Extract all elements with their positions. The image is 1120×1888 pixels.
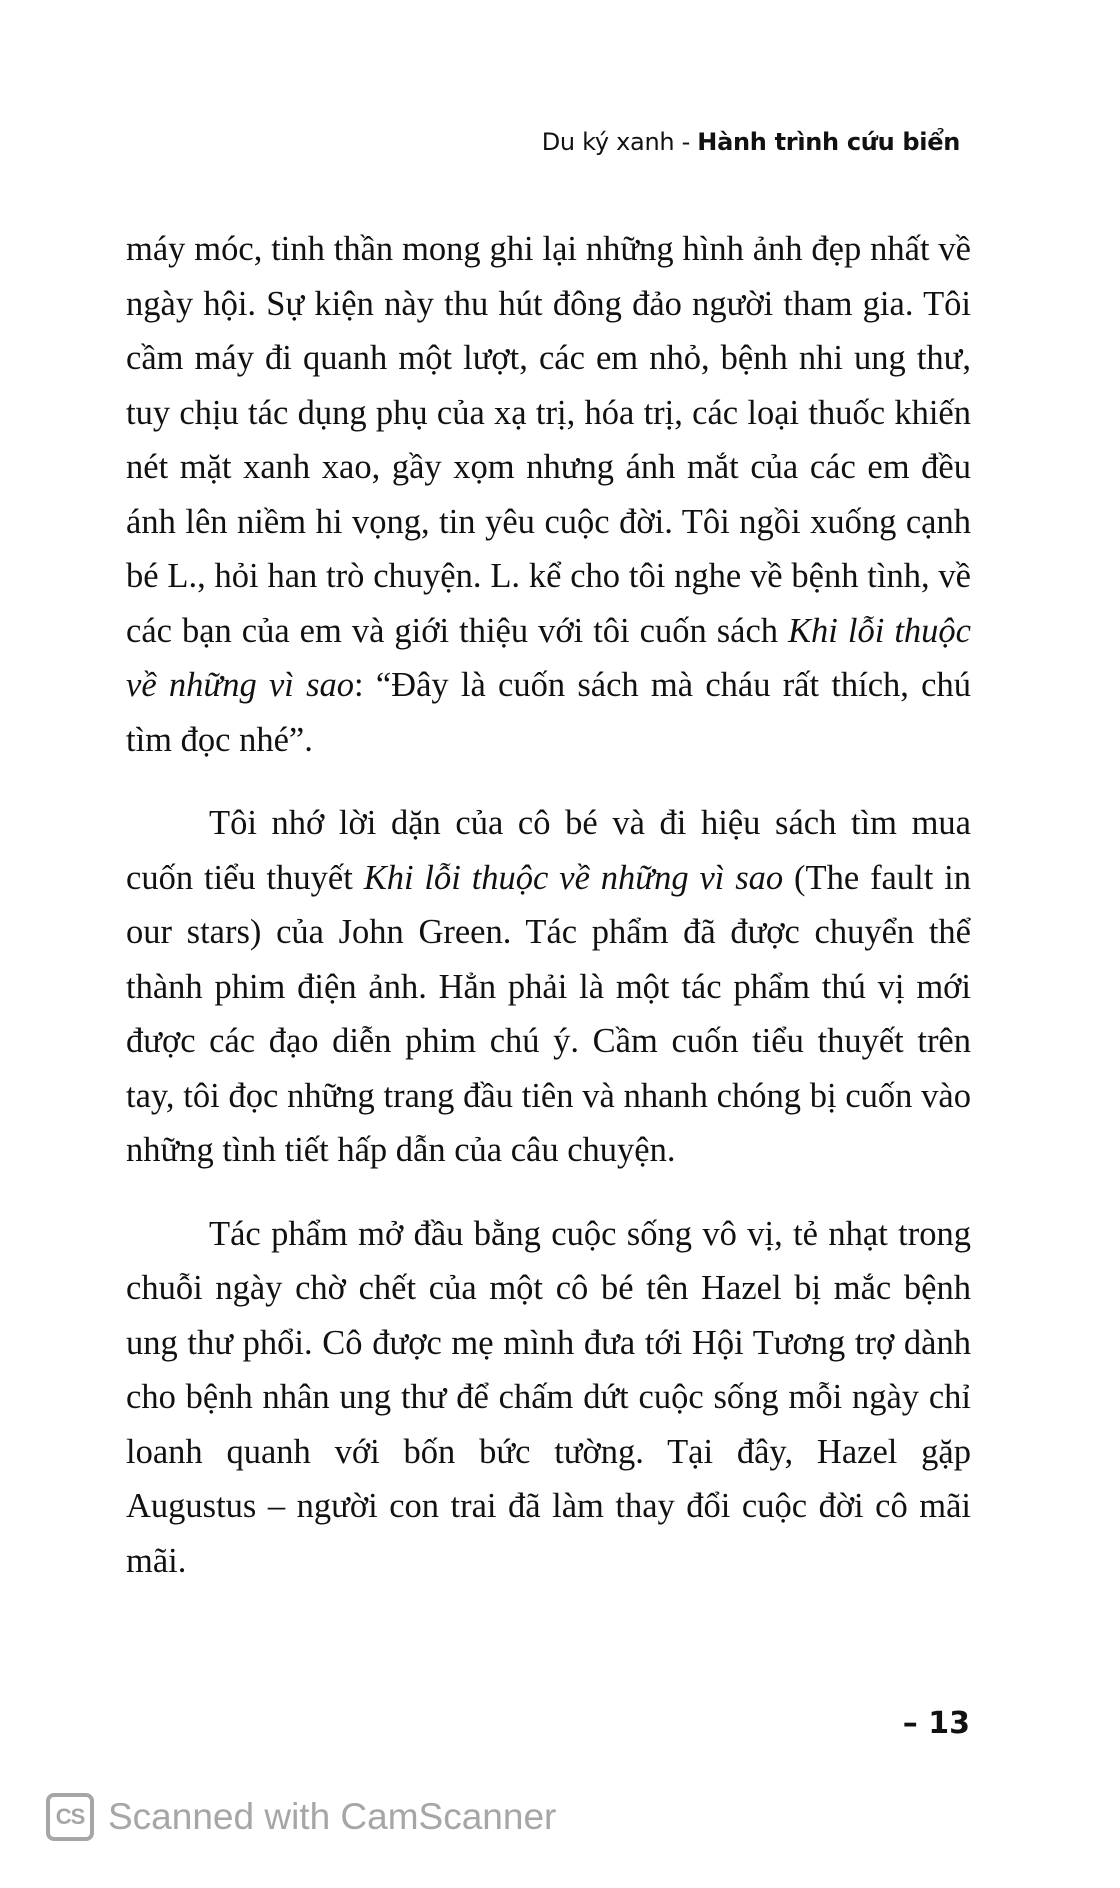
paragraph-1 bbox=[126, 222, 971, 767]
paragraph-segment: : “Đây là cuốn sách mà cháu rất thích, chú tìm đọc nhé”. bbox=[126, 666, 971, 759]
camscanner-logo-icon: CS bbox=[46, 1793, 94, 1841]
camscanner-watermark bbox=[46, 1793, 556, 1841]
series-name: Du ký xanh - bbox=[541, 128, 698, 156]
watermark-text: Scanned with CamScanner bbox=[108, 1796, 557, 1837]
body-text bbox=[126, 222, 971, 1588]
paragraph-segment: Tác phẩm mở đầu bằng cuộc sống vô vị, tẻ nhạt trong chuỗi ngày chờ chết của một cô bé tên Hazel bị mắc bệnh ung thư phổi. Cô được mẹ mình đưa tới Hội Tương trợ dành cho bệnh nhân ung thư để chấm dứt cuộc sống mỗi ngày chỉ loanh quanh với bốn bức tường. Tại đây, Hazel gặp Augustus – người con trai đã làm thay đổi cuộc đời cô mãi mãi. bbox=[126, 1214, 971, 1580]
italic-book-title: Khi lỗi thuộc về những vì sao bbox=[126, 611, 971, 704]
page-number: – 13 bbox=[902, 1706, 970, 1741]
italic-book-title: Khi lỗi thuộc về những vì sao bbox=[363, 858, 784, 897]
paragraph-segment: Tôi nhớ lời dặn của cô bé và đi hiệu sách tìm mua cuốn tiểu thuyết bbox=[126, 804, 971, 897]
running-header bbox=[542, 128, 960, 156]
paragraph-3 bbox=[126, 1207, 971, 1589]
paragraph-2 bbox=[126, 796, 971, 1178]
paragraph-segment: máy móc, tinh thần mong ghi lại những hình ảnh đẹp nhất về ngày hội. Sự kiện này thu hút đông đảo người tham gia. Tôi cầm máy đi quanh một lượt, các em nhỏ, bệnh nhi ung thư, tuy chịu tác dụng phụ của xạ trị, hóa trị, các loại thuốc khiến nét mặt xanh xao, gầy xọm nhưng ánh mắt của các em đều ánh lên niềm hi vọng, tin yêu cuộc đời. Tôi ngồi xuống cạnh bé L., hỏi han trò chuyện. L. kể cho tôi nghe về bệnh tình, về các bạn của em và giới thiệu với tôi cuốn sách bbox=[126, 230, 971, 650]
book-title: Hành trình cứu biển bbox=[697, 128, 960, 156]
paragraph-segment: (The fault in our stars) của John Green. Tác phẩm đã được chuyển thể thành phim điện ảnh. Hẳn phải là một tác phẩm thú vị mới được các đạo diễn phim chú ý. Cầm cuốn tiểu thuyết trên tay, tôi đọc những trang đầu tiên và nhanh chóng bị cuốn vào những tình tiết hấp dẫn của câu chuyện. bbox=[126, 858, 972, 1169]
